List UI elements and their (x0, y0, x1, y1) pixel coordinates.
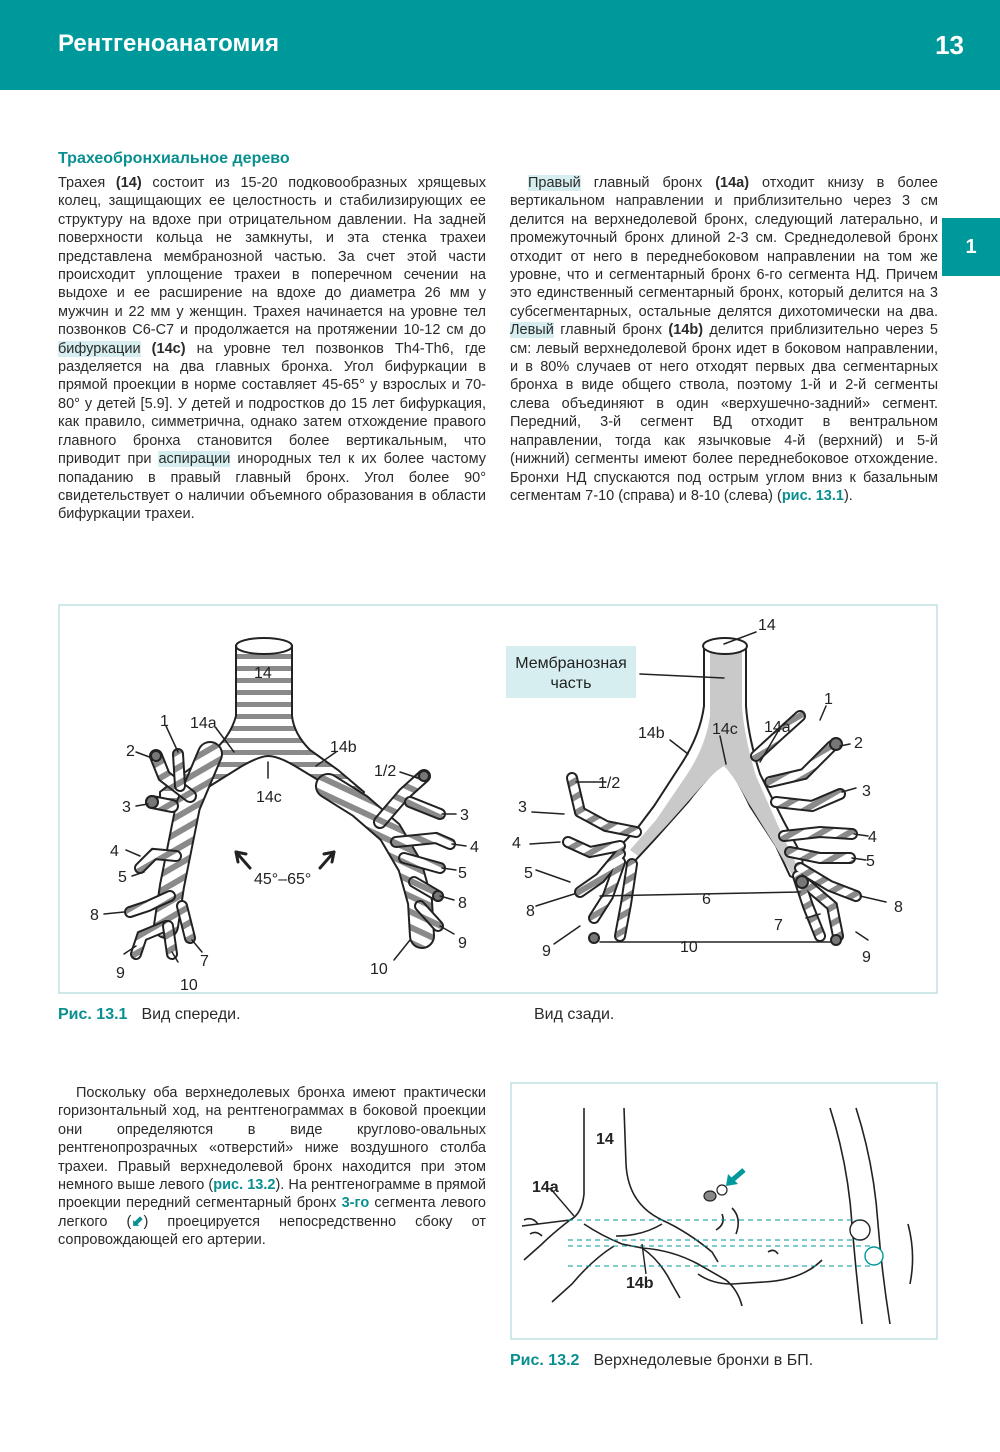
front-view (104, 638, 466, 962)
figure-link-13-1[interactable]: рис. 13.1 (781, 487, 844, 504)
text-run: главный бронх (580, 175, 716, 191)
ref-14a: (14a) (715, 175, 750, 191)
label-s4: 4 (110, 843, 119, 860)
label-s5-back: 5 (866, 853, 875, 870)
label-14b: 14b (330, 739, 357, 756)
page-number: 13 (935, 30, 964, 60)
segment-ref: 3-го (341, 1195, 370, 1212)
ref-14b: (14b) (668, 322, 704, 339)
section-heading: Трахеобронхиальное дерево (58, 150, 290, 167)
label-14-back: 14 (758, 617, 776, 634)
label-s5-l: 5 (458, 865, 467, 882)
bottom-paragraph (58, 1084, 486, 1250)
membrane-label-line2: часть (550, 675, 592, 692)
label-14-lat: 14 (596, 1131, 614, 1148)
caption-label: Рис. 13.1 (58, 1006, 128, 1023)
left-upper-bronchus-mark (717, 1185, 727, 1195)
term-right: Правый (528, 175, 581, 191)
label-s2: 2 (126, 743, 135, 760)
caption-front: Вид спереди. (141, 1006, 241, 1023)
figure-13-1-caption (58, 1006, 241, 1024)
artery-circle-lower (865, 1247, 883, 1265)
caption-label: Рис. 13.2 (510, 1352, 580, 1369)
label-s5-back-r: 5 (524, 865, 533, 882)
membrane-label-line1: Мембранозная (515, 655, 627, 672)
term-bifurcation: бифуркации (58, 340, 141, 357)
term-aspiration: аспирации (158, 451, 231, 468)
label-14b-back: 14b (638, 725, 665, 742)
label-14b-lat: 14b (626, 1275, 654, 1292)
arrow-icon: ⬋ (131, 1213, 144, 1230)
label-s9: 9 (116, 965, 125, 982)
left-paragraph (58, 174, 486, 524)
label-s7: 7 (200, 953, 209, 970)
label-s3-l: 3 (460, 807, 469, 824)
label-s10: 10 (180, 977, 198, 992)
text-run: состоит из 15-20 подковообразных хрящевых колец, защищающих ее целостность и стабилизирующих ее структуру на вдохе при отрицательном давлении. На задней поверхности кольца не замкнуты, и эта стенка трахеи представлена мембранозной частью. За счет этой части происходит уплощение трахеи в поперечном сечении на выдохе и ее расширение на вдохе до диаметра 26 мм у мужчин и 22 мм у женщин. Трахея начинается на уровне тел позвонков С6-С7 и продолжается на протяжении 10-12 см до (58, 175, 487, 339)
text-run: Поскольку оба верхнедолевых бронха имеют практически горизонтальный ход, на рентгенограммах в боковой проекции они определяются в виде круглово-овальных рентгенопрозрачных «отверстий» ниже воздушного столба трахеи. Правый верхнедолевой бронх находится при этом немного выше левого ( (58, 1085, 486, 1194)
lateral-bronchi-diagram (512, 1084, 936, 1338)
text-run: главный бронх (553, 322, 669, 339)
label-s12: 1/2 (374, 763, 397, 780)
text-run: отходит книзу в более вертикальном направлении и приблизительно через 3 см делится на верхнедолевой бронх, следующий латерально, и промежуточный бронх длиной 2-3 см. Среднедолевой бронх отходит от него в переднебоковом направлении на том же уровне, что и сегментарный бронх 6-го сегмента НД. Причем это единственный сегментарный бронх, который делится на 3 субсегментарных, остальные делятся дихотомически на два. (510, 175, 938, 320)
label-s7-back: 7 (774, 917, 783, 934)
left-column (58, 174, 486, 524)
label-s5: 5 (118, 869, 127, 886)
label-s3-back-r: 3 (518, 799, 527, 816)
text-run (141, 341, 152, 357)
caption-text: Верхнедолевые бронхи в БП. (593, 1352, 814, 1369)
label-14a: 14a (190, 715, 217, 732)
text-run: Трахея (58, 175, 116, 191)
lateral-outline (522, 1108, 913, 1324)
label-14c: 14c (256, 789, 282, 806)
label-s12-back: 1/2 (598, 775, 621, 792)
label-s8-back-r: 8 (526, 903, 535, 920)
label-14: 14 (254, 665, 272, 682)
ref-14c: (14c) (151, 340, 186, 357)
figure-13-2 (510, 1082, 938, 1340)
label-s9-back-r: 9 (542, 943, 551, 960)
label-s8: 8 (90, 907, 99, 924)
ref-14: (14) (115, 175, 142, 191)
text-run: ). (843, 487, 853, 504)
label-s1-back: 1 (824, 691, 833, 708)
right-upper-bronchus-mark (704, 1191, 716, 1201)
text-run: ) проецируется непосредственно сбоку от сопровождающей его артерии. (58, 1213, 486, 1249)
angle-label: 45°–65° (254, 871, 312, 888)
text-run: на уровне тел позвонков Th4-Th6, где разделяется на два главных бронха. Угол бифуркации в прямой проекции в норме составляет 45-65° у взрослых и 70-80° у детей [5.9]. У детей и подростков до 15 лет бифуркация, как правило, симметрична, однако затем отхождение правого главного бронха становится более вертикальным, что приводит при (58, 340, 486, 468)
label-s2-back: 2 (854, 735, 863, 752)
label-s10-l: 10 (370, 961, 388, 978)
text-run: инородных тел к их более частому попаданию в правый главный бронх. Угол более 90° свидетельствует о наличии объемного образования в области бифуркации трахеи. (58, 451, 486, 523)
text-run: сегмента левого легкого ( (58, 1195, 486, 1230)
bronchial-tree-diagram (60, 606, 936, 992)
text-run: делится приблизительно через 5 см: левый верхнедолевой бронх идет в боковом направлении, и в 80% случаев от него отходят первых два сегментарных бронха в виде общего ствола, поэтому 1-й и 2-й сегменты слева объединяют в один «верхушечно-задний» сегмент. Передний, 3-й сегмент ВД отходит в вентральном направлении, тогда как язычковые 4-й (верхний) и 5-й (нижний) сегменты имеют более переднебоковое отхождение. Бронхи НД спускаются под острым углом вниз к базальным сегментам 7-10 (справа) и 8-10 (слева) ( (510, 322, 938, 504)
label-s9-l: 9 (458, 935, 467, 952)
label-s8-back: 8 (894, 899, 903, 916)
text-run: ). На рентгенограмме в прямой проекции передний сегментарный бронх (58, 1177, 486, 1212)
figure-13-1 (58, 604, 938, 994)
figure-13-1-caption-back: Вид сзади. (534, 1006, 615, 1023)
label-s1: 1 (160, 713, 169, 730)
label-s10-back: 10 (680, 939, 698, 956)
figure-link-13-2[interactable]: рис. 13.2 (213, 1177, 276, 1194)
page-header (0, 0, 1000, 90)
label-s3-back: 3 (862, 783, 871, 800)
right-column (510, 174, 938, 505)
label-s6-back: 6 (702, 891, 711, 908)
label-s4-back: 4 (868, 829, 877, 846)
label-s9-back: 9 (862, 949, 871, 966)
right-paragraph (510, 174, 938, 505)
artery-circle-upper (850, 1220, 870, 1240)
label-14a-lat: 14a (532, 1179, 559, 1196)
label-s3: 3 (122, 799, 131, 816)
figure-13-2-caption (510, 1352, 813, 1370)
label-s4-l: 4 (470, 839, 479, 856)
label-14a-back: 14a (764, 719, 791, 736)
term-left: Левый (510, 322, 554, 339)
lateral-labels (532, 1131, 654, 1292)
label-14c-back: 14c (712, 721, 738, 738)
chapter-tab: 1 (942, 218, 1000, 276)
page-title: Рентгеноанатомия (58, 30, 279, 57)
label-s8-l: 8 (458, 895, 467, 912)
bottom-left-column (58, 1084, 486, 1250)
label-s4-back-r: 4 (512, 835, 521, 852)
